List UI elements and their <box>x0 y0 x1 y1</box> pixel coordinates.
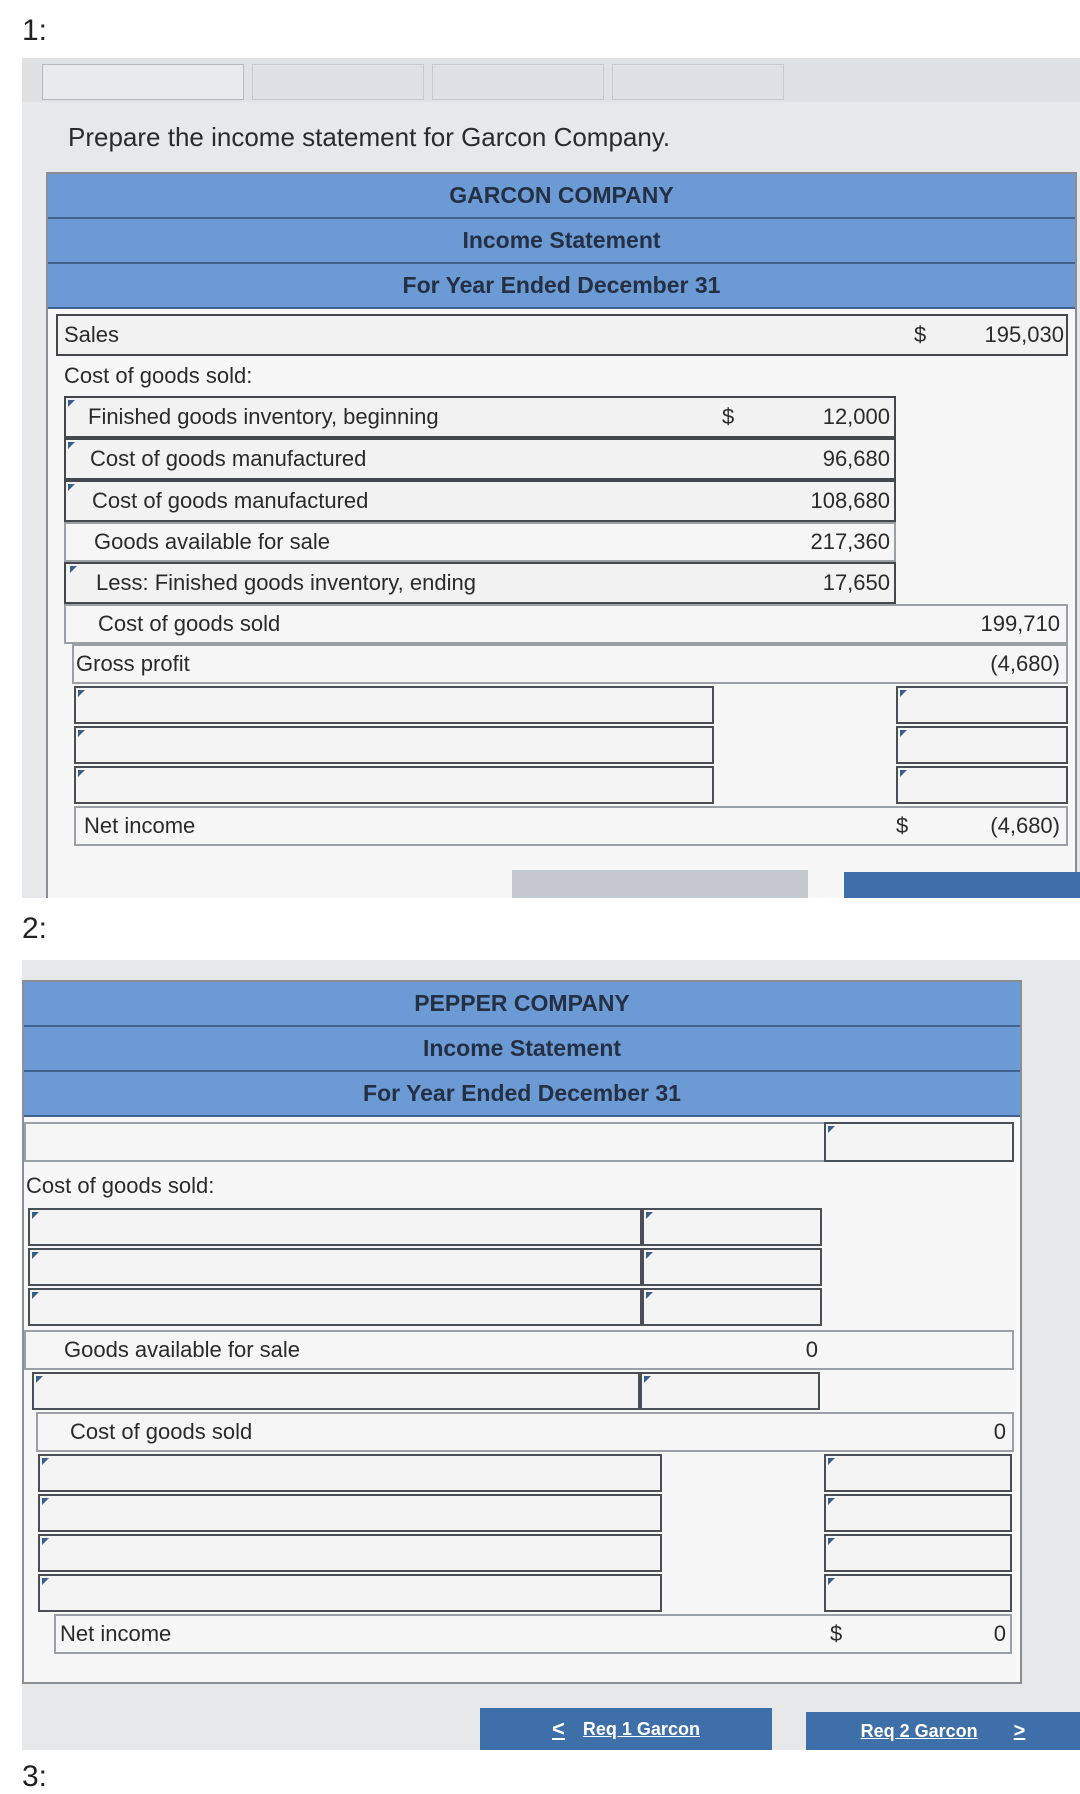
garcon-statement-title: Income Statement <box>48 219 1075 264</box>
expense-input-1[interactable] <box>74 686 714 724</box>
pepper-period: For Year Ended December 31 <box>24 1072 1020 1117</box>
pepper-expense-amount-2[interactable] <box>824 1494 1012 1532</box>
sales-label[interactable]: Sales <box>64 322 120 347</box>
dropdown-marker-icon <box>900 690 907 697</box>
pepper-company-name: PEPPER COMPANY <box>24 982 1020 1027</box>
net-income-row <box>74 806 1068 846</box>
pepper-net-income-currency: $ <box>830 1621 843 1646</box>
dropdown-marker-icon <box>32 1212 39 1219</box>
pepper-gafs-label: Goods available for sale <box>64 1337 301 1362</box>
net-income-value: (4,680) <box>990 813 1060 838</box>
dropdown-marker-icon <box>646 1252 653 1259</box>
dropdown-marker-icon <box>32 1292 39 1299</box>
tab-4[interactable] <box>612 64 784 100</box>
fgi-end-value[interactable]: 17,650 <box>822 570 890 595</box>
dropdown-marker-icon <box>32 1252 39 1259</box>
pepper-expense-input-3[interactable] <box>38 1534 662 1572</box>
gross-profit-value: (4,680) <box>990 651 1060 676</box>
cgm2-label[interactable]: Cost of goods manufactured <box>92 488 369 513</box>
pepper-cogs-input-1[interactable] <box>28 1208 642 1246</box>
tab-bar <box>22 58 1080 102</box>
fgi-begin-currency: $ <box>722 404 735 429</box>
pepper-net-income-label: Net income <box>60 1621 172 1646</box>
tab-1[interactable] <box>42 64 244 100</box>
pepper-expense-amount-3[interactable] <box>824 1534 1012 1572</box>
dropdown-marker-icon <box>36 1376 43 1383</box>
pepper-expense-amount-1[interactable] <box>824 1454 1012 1492</box>
garcon-screenshot <box>22 58 1080 898</box>
cogs-header: Cost of goods sold: <box>64 363 253 388</box>
prev-button-partial[interactable] <box>512 870 808 898</box>
cogs-label: Cost of goods sold <box>98 611 281 636</box>
garcon-prompt: Prepare the income statement for Garcon Company. <box>68 122 671 152</box>
pepper-cogs-amount-3[interactable] <box>642 1288 822 1326</box>
sales-value[interactable]: 195,030 <box>984 322 1064 347</box>
pepper-expense-input-4[interactable] <box>38 1574 662 1612</box>
section-marker-2: 2: <box>22 912 48 945</box>
expense-amount-1[interactable] <box>896 686 1068 724</box>
garcon-company-name: GARCON COMPANY <box>48 174 1075 219</box>
gafs-label: Goods available for sale <box>94 529 331 554</box>
dropdown-marker-icon <box>828 1578 835 1585</box>
net-income-currency: $ <box>896 813 909 838</box>
gross-profit-label: Gross profit <box>76 651 190 676</box>
pepper-income-statement <box>22 980 1022 1684</box>
prev-req-label: Req 1 Garcon <box>582 1718 700 1739</box>
dropdown-marker-icon <box>78 730 85 737</box>
tab-2[interactable] <box>252 64 424 100</box>
pepper-cogs-value: 0 <box>993 1419 1006 1444</box>
expense-amount-2[interactable] <box>896 726 1068 764</box>
dropdown-marker-icon <box>42 1498 49 1505</box>
cgm1-value[interactable]: 96,680 <box>822 446 890 471</box>
dropdown-marker-icon <box>70 566 77 573</box>
pepper-expense-input-1[interactable] <box>38 1454 662 1492</box>
dropdown-marker-icon <box>68 400 75 407</box>
pepper-cogs-header: Cost of goods sold: <box>26 1173 215 1198</box>
dropdown-marker-icon <box>828 1126 835 1133</box>
chevron-left-icon: < <box>552 1716 565 1741</box>
pepper-screenshot <box>22 960 1080 1750</box>
next-button-partial[interactable] <box>844 872 1080 898</box>
tab-3[interactable] <box>432 64 604 100</box>
cgm1-label[interactable]: Cost of goods manufactured <box>90 446 367 471</box>
dropdown-marker-icon <box>42 1538 49 1545</box>
dropdown-marker-icon <box>646 1292 653 1299</box>
pepper-gafs-value: 0 <box>805 1337 818 1362</box>
net-income-label: Net income <box>84 813 196 838</box>
dropdown-marker-icon <box>68 442 75 449</box>
pepper-expense-amount-4[interactable] <box>824 1574 1012 1612</box>
pepper-statement-title: Income Statement <box>24 1027 1020 1072</box>
dropdown-marker-icon <box>900 730 907 737</box>
section-marker-3: 3: <box>22 1760 48 1793</box>
gross-profit-row <box>72 644 1068 684</box>
pepper-fgi-end-input[interactable] <box>32 1372 640 1410</box>
dropdown-marker-icon <box>828 1538 835 1545</box>
chevron-right-icon: > <box>1013 1719 1026 1742</box>
pepper-cogs-input-2[interactable] <box>28 1248 642 1286</box>
fgi-begin-value[interactable]: 12,000 <box>822 404 890 429</box>
pepper-net-income-value: 0 <box>993 1621 1006 1646</box>
gafs-value: 217,360 <box>810 529 890 554</box>
pepper-expense-input-2[interactable] <box>38 1494 662 1532</box>
sales-currency: $ <box>914 322 927 347</box>
fgi-begin-label[interactable]: Finished goods inventory, beginning <box>88 404 439 429</box>
expense-input-3[interactable] <box>74 766 714 804</box>
dropdown-marker-icon <box>68 484 75 491</box>
pepper-cogs-input-3[interactable] <box>28 1288 642 1326</box>
next-req-button[interactable] <box>806 1712 1080 1750</box>
dropdown-marker-icon <box>644 1376 651 1383</box>
fgi-end-label[interactable]: Less: Finished goods inventory, ending <box>96 570 476 595</box>
pepper-cogs-amount-1[interactable] <box>642 1208 822 1246</box>
pepper-sales-amount[interactable] <box>824 1122 1014 1162</box>
dropdown-marker-icon <box>828 1498 835 1505</box>
pepper-cogs-amount-2[interactable] <box>642 1248 822 1286</box>
dropdown-marker-icon <box>78 770 85 777</box>
cogs-value: 199,710 <box>980 611 1060 636</box>
garcon-income-statement <box>46 172 1077 898</box>
next-req-label: Req 2 Garcon <box>860 1720 978 1741</box>
expense-input-2[interactable] <box>74 726 714 764</box>
dropdown-marker-icon <box>78 690 85 697</box>
dropdown-marker-icon <box>42 1578 49 1585</box>
pepper-cogs-label: Cost of goods sold <box>70 1419 253 1444</box>
pepper-fgi-end-amount[interactable] <box>640 1372 820 1410</box>
dropdown-marker-icon <box>828 1458 835 1465</box>
garcon-period: For Year Ended December 31 <box>48 264 1075 309</box>
cgm2-value[interactable]: 108,680 <box>810 488 890 513</box>
dropdown-marker-icon <box>900 770 907 777</box>
pepper-net-income-row <box>54 1614 1012 1654</box>
dropdown-marker-icon <box>646 1212 653 1219</box>
expense-amount-3[interactable] <box>896 766 1068 804</box>
prev-req-button[interactable] <box>480 1708 772 1750</box>
dropdown-marker-icon <box>42 1458 49 1465</box>
section-marker-1: 1: <box>22 14 48 47</box>
